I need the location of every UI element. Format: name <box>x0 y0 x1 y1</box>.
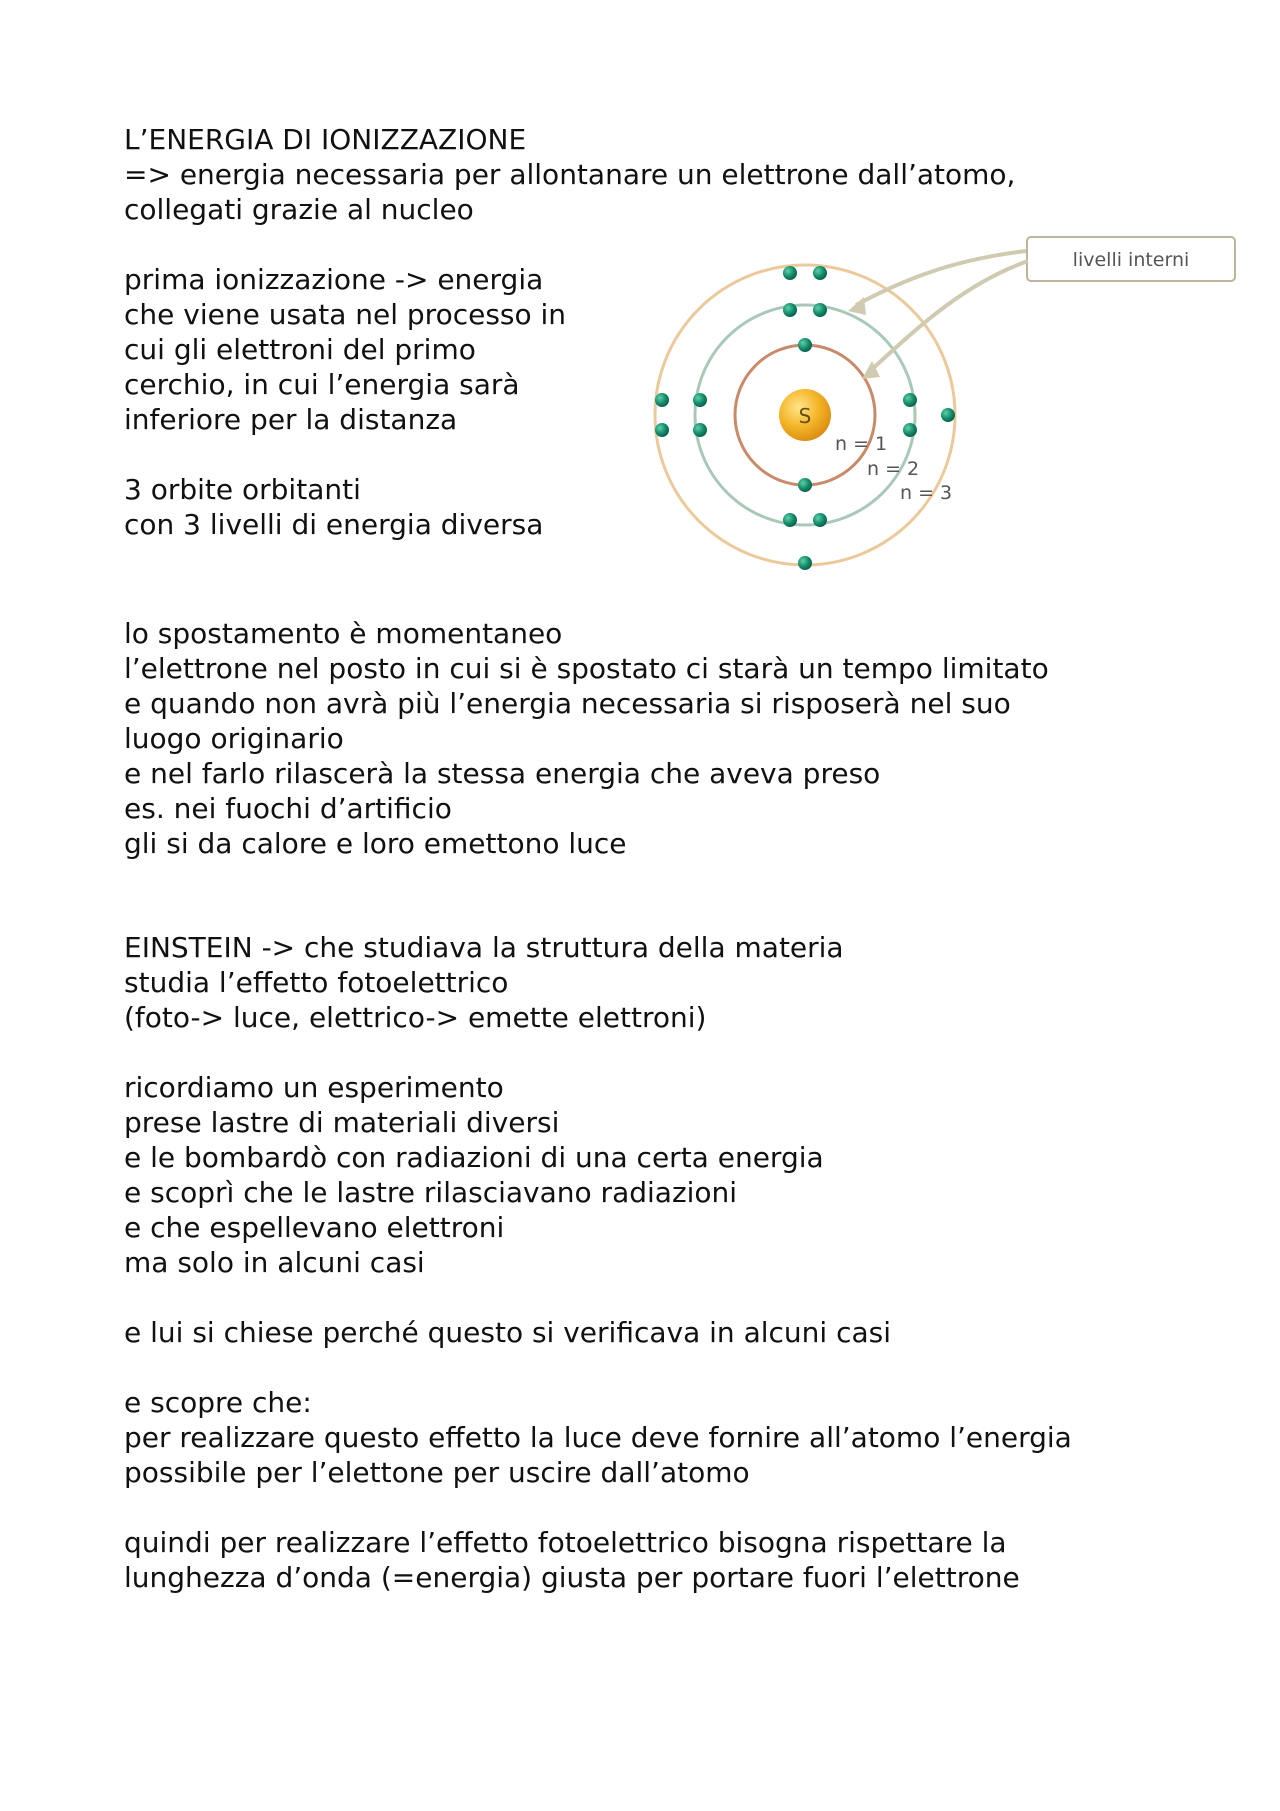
electron <box>813 266 827 280</box>
arrow-to-orbit-1 <box>870 261 1028 371</box>
orbit-label-n3: n = 3 <box>900 482 953 504</box>
text-line: es. nei fuochi d’artificio <box>124 792 452 825</box>
electron <box>655 423 669 437</box>
text-line: ma solo in alcuni casi <box>124 1246 425 1279</box>
electron <box>903 423 917 437</box>
electron <box>903 393 917 407</box>
text-line: possibile per l’elettone per uscire dall’atomo <box>124 1456 750 1489</box>
text-line: lo spostamento è momentaneo <box>124 617 563 650</box>
electron <box>783 303 797 317</box>
text-line: collegati grazie al nucleo <box>124 193 474 226</box>
text-line: e che espellevano elettroni <box>124 1211 505 1244</box>
text-line: che viene usata nel processo in <box>124 298 567 331</box>
electron <box>693 423 707 437</box>
electron <box>798 478 812 492</box>
electron <box>813 513 827 527</box>
arrow-to-orbit-2 <box>856 251 1026 305</box>
electron <box>941 408 955 422</box>
title-block <box>124 122 1015 227</box>
first-ionization-paragraph <box>124 262 566 437</box>
electron <box>783 266 797 280</box>
text-line: => energia necessaria per allontanare un elettrone dall’atomo, <box>124 158 1016 191</box>
nucleus-label: S <box>798 404 812 428</box>
text-line: quindi per realizzare l’effetto fotoelettrico bisogna rispettare la <box>124 1526 1007 1559</box>
text-line: e nel farlo rilascerà la stessa energia che aveva preso <box>124 757 881 790</box>
text-line: cerchio, in cui l’energia sarà <box>124 368 520 401</box>
question-paragraph <box>124 1315 891 1350</box>
text-line: per realizzare questo effetto la luce deve fornire all’atomo l’energia <box>124 1421 1072 1454</box>
electron <box>693 393 707 407</box>
text-line: inferiore per la distanza <box>124 403 458 436</box>
text-line: con 3 livelli di energia diversa <box>124 508 544 541</box>
atom-diagram <box>640 225 1240 585</box>
text-line: cui gli elettroni del primo <box>124 333 476 366</box>
orbit-label-n1: n = 1 <box>835 433 888 455</box>
text-line: gli si da calore e loro emettono luce <box>124 827 627 860</box>
text-line: EINSTEIN -> che studiava la struttura della materia <box>124 931 844 964</box>
arrowhead-orbit-2 <box>848 297 866 315</box>
discovery-paragraph <box>124 1385 1072 1490</box>
electron <box>798 556 812 570</box>
text-line: prima ionizzazione -> energia <box>124 263 544 296</box>
text-line: luogo originario <box>124 722 344 755</box>
atom-diagram-svg <box>640 225 1240 585</box>
orbit-label-n2: n = 2 <box>867 458 920 480</box>
text-line: prese lastre di materiali diversi <box>124 1106 560 1139</box>
page-title: L’ENERGIA DI IONIZZAZIONE <box>124 123 527 156</box>
text-line: studia l’effetto fotoelettrico <box>124 966 509 999</box>
text-line: ricordiamo un esperimento <box>124 1071 504 1104</box>
text-line: l’elettrone nel posto in cui si è spostato ci starà un tempo limitato <box>124 652 1049 685</box>
orbits-paragraph <box>124 472 543 542</box>
electron <box>783 513 797 527</box>
text-line: e lui si chiese perché questo si verificava in alcuni casi <box>124 1316 891 1349</box>
electron <box>798 338 812 352</box>
einstein-paragraph <box>124 930 844 1035</box>
experiment-paragraph <box>124 1070 824 1280</box>
displacement-paragraph <box>124 616 1049 861</box>
callout-label: livelli interni <box>1072 249 1190 271</box>
electron <box>655 393 669 407</box>
text-line: e quando non avrà più l’energia necessaria si risposerà nel suo <box>124 687 1011 720</box>
text-line: e scopre che: <box>124 1386 312 1419</box>
text-line: 3 orbite orbitanti <box>124 473 361 506</box>
electron <box>813 303 827 317</box>
conclusion-paragraph <box>124 1525 1020 1595</box>
text-line: (foto-> luce, elettrico-> emette elettroni) <box>124 1001 707 1034</box>
text-line: e scoprì che le lastre rilasciavano radiazioni <box>124 1176 738 1209</box>
text-line: e le bombardò con radiazioni di una certa energia <box>124 1141 824 1174</box>
text-line: lunghezza d’onda (=energia) giusta per portare fuori l’elettrone <box>124 1561 1020 1594</box>
